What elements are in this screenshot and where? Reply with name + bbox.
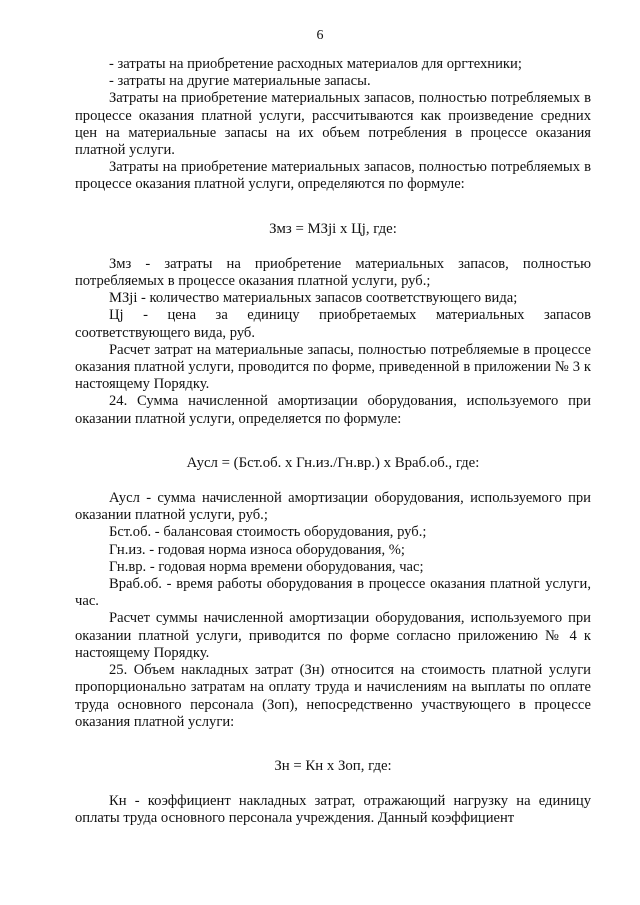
definition-gn-iz: Гн.из. - годовая норма износа оборудования, %; [109, 541, 405, 558]
paragraph-item-other-supplies: - затраты на другие материальные запасы. [109, 73, 371, 90]
paragraph-cost-calculation: Затраты на приобретение материальных запасов, полностью потребляемых в процессе оказания платной услуги, рассчитываются как произведение средних цен на материальные запасы на их объем потребления в процессе оказания платной услуги. [75, 90, 591, 159]
formula-amortization: Аусл = (Бст.об. x Гн.из./Гн.вр.) x Враб.об., где: [186, 454, 480, 471]
paragraph-section-24: 24. Сумма начисленной амортизации оборудования, используемого при оказании платной услуги, определяется по формуле: [75, 393, 591, 427]
page-number: 6 [316, 28, 324, 43]
definition-cj: Цj - цена за единицу приобретаемых материальных запасов соответствующего вида, руб. [75, 307, 591, 341]
paragraph-formula-intro: Затраты на приобретение материальных запасов, полностью потребляемых в процессе оказания платной услуги, определяются по формуле: [75, 159, 591, 193]
definition-bst: Бст.об. - балансовая стоимость оборудования, руб.; [109, 524, 427, 541]
definition-kn: Кн - коэффициент накладных затрат, отражающий нагрузку на единицу оплаты труда основного персонала учреждения. Данный коэффициент [75, 793, 591, 827]
document-body [75, 56, 591, 828]
paragraph-item-orgtech: - затраты на приобретение расходных материалов для оргтехники; [109, 56, 522, 72]
formula-materials: Змз = МЗji x Цj, где: [269, 220, 397, 237]
definition-ausl: Аусл - сумма начисленной амортизации оборудования, используемого при оказании платной услуги, руб.; [75, 490, 591, 524]
definition-mzji: МЗji - количество материальных запасов соответствующего вида; [109, 290, 518, 307]
paragraph-appendix-4: Расчет суммы начисленной амортизации оборудования, используемого при оказании платной услуги, приводится по форме согласно приложению № 4 к настоящему Порядку. [75, 610, 591, 661]
paragraph-appendix-3: Расчет затрат на материальные запасы, полностью потребляемые в процессе оказания платной услуги, проводится по форме, приведенной в приложении № 3 к настоящему Порядку. [75, 341, 591, 393]
paragraph-section-25: 25. Объем накладных затрат (Зн) относится на стоимость платной услуги пропорционально затратам на оплату труда и начислениям на выплаты по оплате труда основного персонала (Зоп), непосредственно участвующего в процессе оказания платной услуги: [75, 662, 591, 730]
formula-overhead: Зн = Кн x Зоп, где: [274, 757, 392, 774]
definition-vrab: Враб.об. - время работы оборудования в процессе оказания платной услуги, час. [75, 576, 591, 610]
definition-gn-vr: Гн.вр. - годовая норма времени оборудования, час; [109, 558, 424, 575]
definition-zmz: Змз - затраты на приобретение материальных запасов, полностью потребляемых в процессе оказания платной услуги, руб.; [75, 255, 591, 290]
